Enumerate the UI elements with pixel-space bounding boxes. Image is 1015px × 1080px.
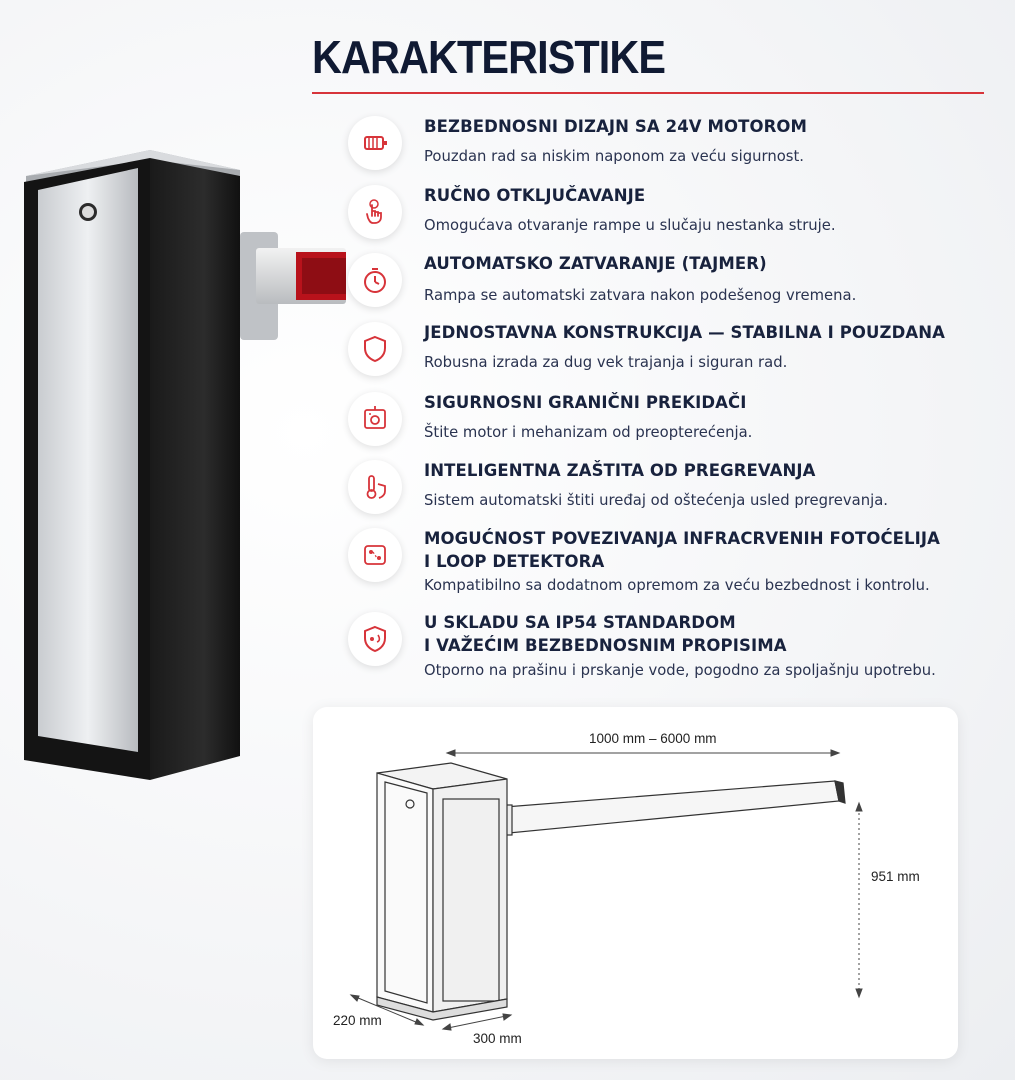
hand-press-icon [348, 185, 402, 239]
feature-description: Kompatibilno sa dodatnom opremom za veću bezbednost i kontrolu. [424, 577, 930, 594]
feature-description: Rampa se automatski zatvara nakon podešenog vremena. [424, 287, 857, 304]
feature-description: Robusna izrada za dug vek trajanja i siguran rad. [424, 354, 788, 371]
feature-heading: INTELIGENTNA ZAŠTITA OD PREGREVANJA [424, 461, 816, 480]
depth-label: 220 mm [333, 1013, 382, 1028]
feature-heading: U SKLADU SA IP54 STANDARDOM [424, 613, 736, 632]
timer-icon [348, 253, 402, 307]
feature-description: Otporno na prašinu i prskanje vode, pogodno za spoljašnju upotrebu. [424, 662, 936, 679]
page-title: KARAKTERISTIKE [312, 31, 666, 83]
feature-heading: RUČNO OTKLJUČAVANJE [424, 186, 646, 205]
feature-description: Sistem automatski štiti uređaj od oštećenja usled pregrevanja. [424, 492, 888, 509]
feature-heading: SIGURNOSNI GRANIČNI PREKIDAČI [424, 393, 747, 412]
photocell-icon [348, 528, 402, 582]
feature-heading: JEDNOSTAVNA KONSTRUKCIJA — STABILNA I POUZDANA [424, 323, 946, 342]
feature-heading: MOGUĆNOST POVEZIVANJA INFRACRVENIH FOTOĆELIJA [424, 529, 940, 548]
feature-description: Omogućava otvaranje rampe u slučaju nestanka struje. [424, 217, 836, 234]
thermometer-shield-icon [348, 460, 402, 514]
feature-heading: AUTOMATSKO ZATVARANJE (TAJMER) [424, 254, 767, 273]
dimension-diagram [313, 707, 958, 1059]
feature-description: Štite motor i mehanizam od preopterećenja. [424, 424, 753, 441]
barrier-gate-product-image [0, 140, 360, 800]
ip54-shield-icon [348, 612, 402, 666]
width-label: 300 mm [473, 1031, 522, 1046]
title-divider [312, 92, 984, 94]
shield-icon [348, 322, 402, 376]
feature-description: Pouzdan rad sa niskim naponom za veću sigurnost. [424, 148, 804, 165]
limit-switch-icon [348, 392, 402, 446]
height-label: 951 mm [871, 869, 920, 884]
motor-icon [348, 116, 402, 170]
feature-heading: BEZBEDNOSNI DIZAJN SA 24V MOTOROM [424, 117, 808, 136]
boom-length-label: 1000 mm – 6000 mm [589, 731, 717, 746]
feature-heading-line2: I LOOP DETEKTORA [424, 552, 605, 571]
feature-heading-line2: I VAŽEĆIM BEZBEDNOSNIM PROPISIMA [424, 636, 787, 655]
dimension-diagram-card [313, 707, 958, 1059]
